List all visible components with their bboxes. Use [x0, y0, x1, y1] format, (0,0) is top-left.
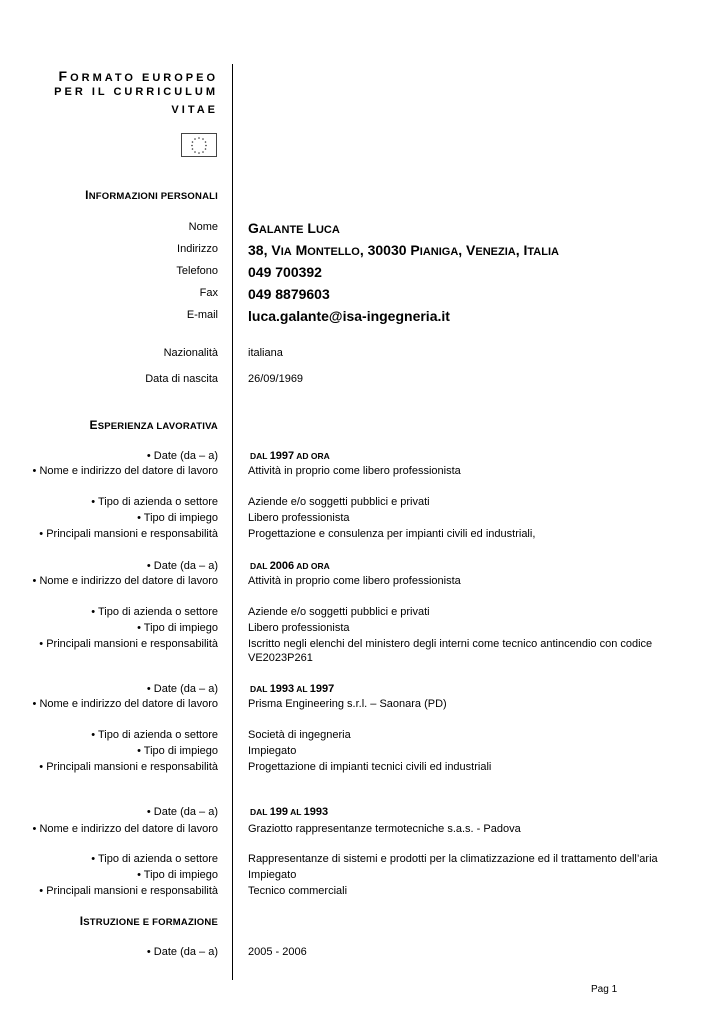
job-type-label: • Tipo di impiego [137, 745, 218, 757]
job-company-type: Aziende e/o soggetti pubblici e privati [248, 496, 430, 508]
cv-title-line3: VITAE [171, 104, 218, 116]
nationality-value: italiana [248, 347, 283, 359]
name-value: GALANTE LUCA [248, 220, 340, 236]
section-education: ISTRUZIONE E FORMAZIONE [79, 914, 218, 928]
cv-title-line2: PER IL CURRICULUM [54, 86, 218, 98]
edu-date: 2005 - 2006 [248, 946, 307, 958]
name-label: Nome [188, 221, 218, 233]
job-type: Impiegato [248, 869, 297, 881]
job-date: DAL 199 AL 1993 [250, 806, 329, 818]
edu-date-label: • Date (da – a) [146, 946, 218, 958]
job-duties-label: • Principali mansioni e responsabilità [39, 761, 218, 773]
job-duties-label: • Principali mansioni e responsabilità [39, 528, 218, 540]
job-duties: Tecnico commerciali [248, 885, 348, 897]
job-date-label: • Date (da – a) [146, 450, 218, 462]
job-employer-label: • Nome e indirizzo del datore di lavoro [32, 698, 218, 710]
cv-title-line1: FORMATO EUROPEO [58, 68, 218, 84]
section-personal-info: INFORMAZIONI PERSONALI [85, 188, 218, 202]
job-employer: Attività in proprio come libero professionista [248, 465, 461, 477]
job-type: Libero professionista [248, 622, 350, 634]
job-type-label: • Tipo di impiego [137, 512, 218, 524]
job-type: Libero professionista [248, 512, 350, 524]
eu-flag-icon [181, 133, 217, 157]
job-date: DAL 1993 AL 1997 [250, 683, 335, 695]
job-employer-label: • Nome e indirizzo del datore di lavoro [32, 575, 218, 587]
fax-label: Fax [199, 287, 218, 299]
job-employer: Attività in proprio come libero professionista [248, 575, 461, 587]
fax-value: 049 8879603 [248, 286, 330, 302]
job-company-type: Rappresentanze di sistemi e prodotti per la climatizzazione ed il trattamento dell’aria [248, 853, 658, 865]
vertical-divider [232, 64, 233, 980]
job-company-type-label: • Tipo di azienda o settore [91, 606, 218, 618]
job-date-label: • Date (da – a) [146, 683, 218, 695]
job-company-type-label: • Tipo di azienda o settore [91, 496, 218, 508]
job-employer: Graziotto rappresentanze termotecniche s.a.s. - Padova [248, 823, 521, 835]
job-duties-label: • Principali mansioni e responsabilità [39, 885, 218, 897]
job-date: DAL 2006 AD ORA [250, 560, 330, 572]
birth-label: Data di nascita [145, 373, 218, 385]
address-value: 38, VIA MONTELLO, 30030 PIANIGA, VENEZIA, ITALIA [248, 242, 559, 258]
job-date-label: • Date (da – a) [146, 560, 218, 572]
phone-label: Telefono [176, 265, 218, 277]
email-value[interactable]: luca.galante@isa-ingegneria.it [248, 308, 450, 324]
job-type-label: • Tipo di impiego [137, 869, 218, 881]
job-duties-label: • Principali mansioni e responsabilità [39, 638, 218, 650]
job-employer-label: • Nome e indirizzo del datore di lavoro [32, 465, 218, 477]
section-work-experience: ESPERIENZA LAVORATIVA [89, 418, 218, 432]
job-employer: Prisma Engineering s.r.l. – Saonara (PD) [248, 698, 447, 710]
job-company-type: Aziende e/o soggetti pubblici e privati [248, 606, 430, 618]
job-employer-label: • Nome e indirizzo del datore di lavoro [32, 823, 218, 835]
page-number: Pag 1 [591, 984, 618, 995]
job-company-type: Società di ingegneria [248, 729, 351, 741]
job-company-type-label: • Tipo di azienda o settore [91, 729, 218, 741]
job-type: Impiegato [248, 745, 297, 757]
nationality-label: Nazionalità [163, 347, 218, 359]
address-label: Indirizzo [177, 243, 218, 255]
job-duties: Iscritto negli elenchi del ministero degli interni come tecnico antincendio con codice VE2023P261 [248, 638, 653, 664]
job-date-label: • Date (da – a) [146, 806, 218, 818]
job-type-label: • Tipo di impiego [137, 622, 218, 634]
job-company-type-label: • Tipo di azienda o settore [91, 853, 218, 865]
phone-value: 049 700392 [248, 264, 322, 280]
job-duties: Progettazione di impianti tecnici civili ed industriali [248, 761, 492, 773]
job-duties: Progettazione e consulenza per impianti civili ed industriali, [248, 528, 536, 540]
email-label: E-mail [186, 309, 218, 321]
birth-value: 26/09/1969 [248, 373, 304, 385]
job-date: DAL 1997 AD ORA [250, 450, 330, 462]
